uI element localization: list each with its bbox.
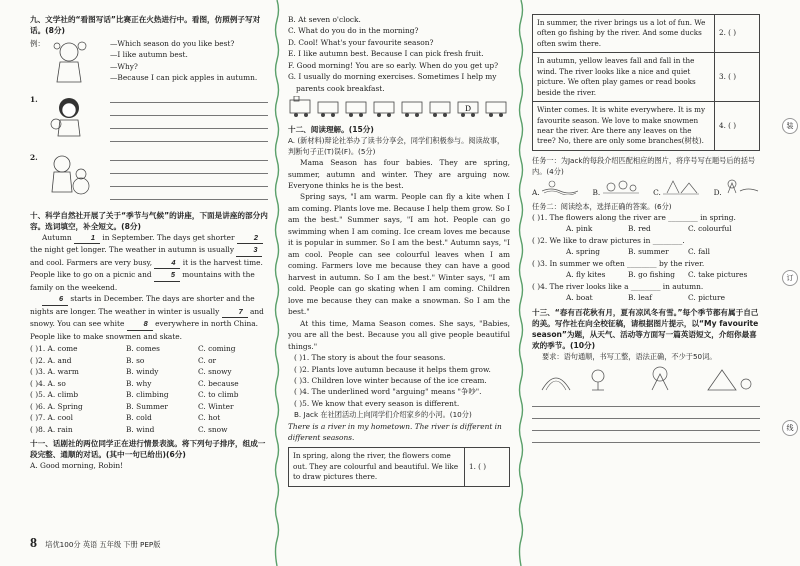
river-table-first-row	[288, 447, 510, 486]
mc-option[interactable]: A. fly kites	[566, 270, 606, 280]
option-b: B. cold	[126, 413, 152, 423]
blank-3[interactable]: 3	[236, 244, 262, 256]
option-a: ( )4. A. so	[30, 378, 66, 388]
example-line: —I like autumn best.	[110, 50, 188, 60]
match-answer-box[interactable]: 2. ( )	[715, 15, 760, 53]
tf-item[interactable]: ( )2. Plants love autumn because it helps them grow.	[294, 364, 491, 374]
seasons-illustration	[532, 364, 760, 394]
option-a: ( )1. A. come	[30, 344, 78, 354]
option-row[interactable]	[30, 389, 268, 400]
option-b: B. windy	[126, 367, 159, 377]
mc-stem: ( )4. The river looks like a ________ in autumn.	[532, 281, 704, 291]
river-fishing-picture	[542, 179, 578, 195]
passage-text: the night get longer. The weather in autumn is usually	[30, 245, 235, 255]
blank-7[interactable]: 7	[222, 306, 248, 318]
column-divider	[272, 0, 282, 566]
writing-lines[interactable]	[532, 399, 760, 443]
answer-line[interactable]	[110, 120, 268, 129]
option-c: C. hot	[198, 413, 221, 423]
apple-girl-illustration	[48, 38, 90, 84]
answer-line[interactable]	[110, 152, 268, 161]
part-b-lead: There is a river in my hometown. The river is different in different seasons.	[288, 421, 502, 442]
mc-option[interactable]: C. colourful	[688, 224, 732, 234]
passage-text: everywhere in north China. People like to make snowmen and skate.	[30, 319, 259, 341]
mc-question[interactable]	[532, 258, 760, 281]
option-b: B. wind	[126, 424, 155, 434]
mc-question[interactable]	[532, 212, 760, 235]
option-row[interactable]	[30, 355, 268, 366]
river-paragraph: Winter comes. It is white everywhere. It is my favourite season. We love to make snowmen near the river. Are there any leaves on the tree? No, there are only some branches(树枝).	[533, 102, 715, 151]
picture-option[interactable]	[532, 179, 578, 198]
option-c: C. snow	[198, 424, 228, 434]
passage-text: in September. The days get shorter	[102, 233, 235, 242]
example-line: —Why?	[110, 61, 138, 71]
picture-label: D.	[713, 188, 722, 198]
mc-question[interactable]	[532, 235, 760, 258]
option-c: C. to climb	[198, 390, 239, 400]
section-9-title: 九、文学社的“看图写话”比赛正在火热进行中。看图，仿照例子写对话。(8分)	[30, 15, 261, 35]
answer-line[interactable]	[110, 94, 268, 103]
dialogue-line: F. Good morning! You are so early. When do you get up?	[288, 60, 499, 70]
blank-1[interactable]: 1	[74, 232, 100, 244]
task-1-instructions: 任务一：为Jack的每段介绍匹配相应的图片，将序号写在题号后的括号内。(4分)	[532, 155, 756, 176]
option-b: B. comes	[126, 344, 160, 354]
mc-option[interactable]: B. leaf	[628, 293, 653, 303]
mc-stem: ( )3. In summer we often ________ by the river.	[532, 258, 705, 268]
mc-option[interactable]: A. pink	[566, 224, 593, 234]
mc-option[interactable]: C. take pictures	[688, 270, 748, 280]
options-list	[30, 343, 268, 435]
match-answer-box[interactable]: 1. ( )	[465, 448, 510, 486]
option-b: B. climbing	[126, 390, 169, 400]
tf-item[interactable]: ( )3. Children love winter because of the ice cream.	[294, 375, 487, 385]
mc-option[interactable]: A. boat	[566, 293, 593, 303]
answer-line[interactable]	[110, 165, 268, 174]
writing-line[interactable]	[532, 435, 760, 443]
part-a-intro: A. (新材料)辩论社举办了读书分享会，同学们积极参与。阅读故事，判断句子正(T)误(F)。(5分)	[288, 135, 505, 156]
column-divider	[516, 0, 526, 566]
blank-2[interactable]: 2	[237, 232, 263, 244]
item-1-number: 1.	[30, 95, 38, 104]
binding-tab: 线	[782, 420, 798, 436]
passage-text: it is the harvest time. People like to go on a picnic and	[30, 257, 263, 280]
example-line: —Because I can pick apples in autumn.	[110, 73, 258, 83]
story-paragraph: Mama Season has four babies. They are spring, summer, autumn and winter. They are arguing now. Everyone thinks he is the best.	[288, 158, 510, 190]
passage-text: and cool. Farmers are very busy,	[30, 257, 153, 267]
mc-option[interactable]: B. red	[628, 224, 651, 234]
writing-line[interactable]	[532, 399, 760, 407]
mc-option[interactable]: C. fall	[688, 247, 710, 257]
option-b: B. why	[126, 378, 152, 388]
option-row[interactable]	[30, 378, 268, 389]
blank-5[interactable]: 5	[154, 269, 180, 281]
picture-option[interactable]	[653, 179, 699, 198]
match-answer-box[interactable]: 4. ( )	[715, 102, 760, 151]
example-line: —Which season do you like best?	[110, 39, 235, 48]
blank-6[interactable]: 6	[42, 293, 68, 305]
dialogue-line: C. What do you do in the morning?	[288, 26, 419, 36]
river-paragraph: In spring, along the river, the flowers come out. They are colourful and beautiful. We like to draw pictures there.	[289, 448, 465, 486]
page-number: 8	[30, 536, 37, 551]
option-a: ( )5. A. climb	[30, 390, 79, 400]
option-a: ( )2. A. and	[30, 355, 72, 365]
passage-text: and snowy. You can see white	[30, 306, 264, 329]
picture-label: B.	[592, 188, 601, 198]
section-11-title: 十一、话剧社的两位同学正在进行情景表演。将下列句子排序，组成一段完整、通顺的对话。(其中一句已给出)(6分)	[30, 438, 266, 459]
option-row[interactable]	[30, 366, 268, 377]
blank-8[interactable]: 8	[127, 318, 153, 330]
option-row[interactable]	[30, 401, 268, 412]
section-10-title: 十、科学自然社开展了关于“季节与气候”的讲座，下面是讲座的部分内容。选词填空，补全短文。(8分)	[30, 211, 268, 231]
story-paragraph: Spring says, "I am warm. People can fly a kite when I am coming. Plants love me. Because I help them grow. So I am the best." Summer says, "I am hot. People can go swimming when I am coming. Ice cream loves me because it is popular in summer. So I am the best." Autumn says, "I am cool. People can see colourful leaves when I am coming. Farmers love me because they can have a good harvest in autumn. So I am the best." Winter says, "I am cold. People can go skating when I am coming. Children love me because they can make a snowman. So I am the best."	[288, 192, 510, 317]
blank-4[interactable]: 4	[154, 257, 180, 269]
river-table	[532, 14, 760, 151]
option-c: C. snowy	[198, 367, 232, 377]
river-flowers-picture	[603, 179, 639, 195]
example-block	[30, 38, 268, 84]
example-label: 例：	[30, 39, 45, 48]
binding-tab: 订	[782, 270, 798, 286]
tf-item[interactable]: ( )4. The underlined word "arguing" means "争吵".	[294, 387, 482, 397]
dialogue-line: B. At seven o'clock.	[288, 15, 361, 24]
column-left	[30, 14, 268, 471]
task-2-instructions: 任务二：阅读绘本，选择正确的答案。(6分)	[532, 201, 672, 211]
story-paragraph: At this time, Mama Season comes. She says, "Babies, you are all the best. Because you all give people beautiful things."	[288, 318, 510, 351]
river-leaves-picture	[724, 179, 760, 195]
option-row[interactable]	[30, 343, 268, 354]
part-b-intro: B. Jack 在社团活动上向同学们介绍家乡的小河。(10分)	[294, 410, 472, 420]
dialogue-line: D. Cool! What's your favourite season?	[288, 37, 434, 47]
river-snow-picture	[663, 179, 699, 195]
passage-paragraph-2	[30, 293, 268, 342]
option-row[interactable]	[30, 412, 268, 423]
item-1	[30, 94, 268, 146]
column-middle	[288, 14, 510, 487]
answer-line[interactable]	[110, 133, 268, 142]
match-answer-box[interactable]: 3. ( )	[715, 53, 760, 102]
answer-line[interactable]	[110, 178, 268, 187]
mc-option[interactable]: A. spring	[566, 247, 600, 257]
item-2	[30, 152, 268, 204]
passage-text: Autumn	[42, 233, 72, 242]
option-c: C. or	[198, 355, 217, 365]
tf-item[interactable]: ( )1. The story is about the four seasons.	[294, 353, 446, 363]
mc-option[interactable]: B. go fishing	[628, 270, 675, 280]
answer-line[interactable]	[110, 191, 268, 200]
passage-paragraph-1	[30, 232, 268, 293]
option-c: C. because	[198, 378, 239, 388]
mc-stem: ( )1. The flowers along the river are ________ in spring.	[532, 212, 736, 222]
true-false-list	[294, 352, 510, 409]
option-b: B. Summer	[126, 401, 168, 411]
kite-girl-illustration	[48, 94, 90, 138]
page-footer	[30, 536, 160, 552]
option-c: C. Winter	[198, 401, 234, 411]
passage-text: mountains with the family on the weekend.	[30, 270, 255, 292]
option-a: ( )8. A. rain	[30, 424, 73, 434]
dialogue-line: E. I like autumn best. Because I can pick fresh fruit.	[288, 49, 484, 59]
picture-label: C.	[653, 188, 661, 198]
column-right	[532, 14, 760, 447]
train-answer-diagram	[288, 96, 510, 118]
picture-options	[532, 179, 760, 198]
picture-option[interactable]	[714, 179, 760, 198]
answer-line[interactable]	[110, 107, 268, 116]
option-b: B. so	[126, 355, 145, 365]
snowman-boy-illustration	[48, 152, 90, 196]
river-paragraph: In autumn, yellow leaves fall and fall in the wind. The river looks like a nice and quiet picture. We often play games or read books beside the river.	[533, 53, 715, 102]
item-2-number: 2.	[30, 153, 38, 162]
river-paragraph: In summer, the river brings us a lot of fun. We often go fishing by the river. And some ducks often swim there.	[533, 15, 715, 53]
writing-requirements: 要求：语句通顺，书写工整，语法正确，不少于50词。	[542, 351, 717, 361]
train-car-label: D	[465, 104, 471, 114]
writing-line[interactable]	[532, 411, 760, 419]
multiple-choice-list	[532, 212, 760, 304]
dialogue-line: A. Good morning, Robin!	[30, 460, 124, 470]
option-c: C. coming	[198, 344, 236, 354]
picture-option[interactable]	[592, 179, 638, 198]
binding-tab: 装	[782, 118, 798, 134]
mc-stem: ( )2. We like to draw pictures in ________.	[532, 235, 685, 245]
option-a: ( )3. A. warm	[30, 367, 79, 377]
option-a: ( )6. A. Spring	[30, 401, 83, 411]
mc-option[interactable]: C. picture	[688, 293, 725, 303]
option-a: ( )7. A. cool	[30, 413, 73, 423]
dialogue-line: G. I usually do morning exercises. Sometimes I help my parents cook breakfast.	[288, 72, 497, 93]
mc-option[interactable]: B. summer	[628, 247, 669, 257]
tf-item[interactable]: ( )5. We know that every season is different.	[294, 398, 460, 408]
mc-question[interactable]	[532, 281, 760, 304]
option-row[interactable]	[30, 424, 268, 435]
picture-label: A.	[532, 188, 540, 198]
section-13-title: 十三、“春有百花秋有月，夏有凉风冬有雪。”每个季节都有属于自己的美。写作社在向全校征稿，请根据图片提示，以“My favourite season”为题，从天气、活动等方面写一篇英语短文，介绍你最喜欢的季节。(10分)	[532, 307, 759, 350]
writing-line[interactable]	[532, 423, 760, 431]
footer-text: 培优100分 英语 五年级 下册 PEP版	[45, 540, 161, 549]
passage-text: starts in December. The days are shorter and the nights are longer. The weather in winter is usually	[30, 294, 255, 316]
section-12-title: 十二、阅读理解。(15分)	[288, 124, 374, 134]
